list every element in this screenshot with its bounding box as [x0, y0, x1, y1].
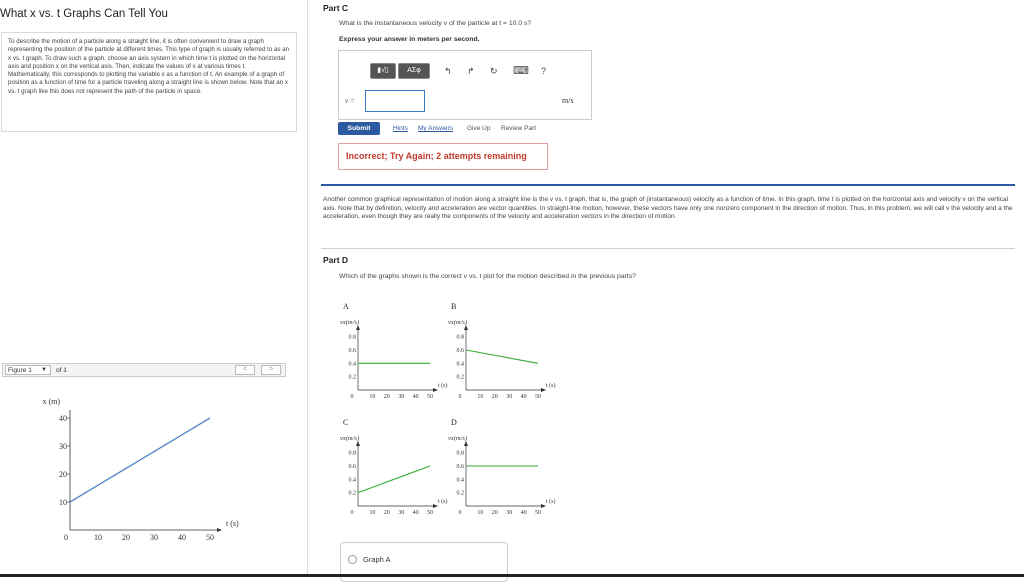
figure-select[interactable]: [5, 365, 51, 375]
y-tick-label: 0.4: [348, 361, 356, 368]
x-tick-label: 30: [398, 510, 405, 516]
y-tick-label: 30: [59, 442, 67, 451]
y-tick-label: 0.6: [456, 464, 464, 470]
y-tick-label: 10: [59, 498, 67, 507]
x-tick-label: 50: [427, 394, 433, 400]
section-divider: [321, 184, 1015, 186]
figure-toolbar: [2, 363, 286, 377]
y-tick-label: 0.8: [456, 334, 464, 341]
x-axis-label: t (s): [438, 499, 448, 505]
reset-icon[interactable]: ↻: [490, 66, 498, 76]
x-tick-label: 10: [477, 510, 484, 516]
x-tick-label: 30: [506, 394, 513, 400]
x-axis-label: t (s): [546, 383, 556, 389]
x-tick-label: 50: [535, 394, 541, 400]
y-tick-label: 0.2: [456, 490, 464, 497]
page-title: What x vs. t Graphs Can Tell You: [0, 8, 168, 20]
x-tick-label: 20: [383, 510, 390, 516]
x-tick-label: 10: [369, 510, 376, 516]
part-d-label: Part D: [323, 255, 349, 265]
x-tick-label: 40: [412, 510, 419, 516]
x-tick-label: 20: [383, 394, 390, 400]
x-axis-label: t (s): [226, 519, 239, 528]
graph-a-letter: A: [343, 302, 349, 311]
y-tick-label: 0.8: [348, 450, 356, 457]
x-tick-label: 0: [458, 510, 462, 516]
x-tick-label: 40: [520, 394, 527, 400]
figure-1-graph: [0, 380, 300, 550]
y-tick-label: 0.4: [456, 361, 464, 368]
x-tick-label: 30: [150, 533, 158, 542]
graph-d: [446, 429, 556, 524]
intro-text: To describe the motion of a particle along a straight line, it is often convenient to draw a graph representing the position of the particle at different times. This type of graph is usually referred to as an x vs. t graph. To draw such a graph, choose an axis system in which time t is plotted on the horizontal axis and position x on the vertical axis. Then, indicate the values of x at various times t. Mathematically, this corresponds to plotting the variable x as a function of t. An example of a graph of position as a function of time for a particle traveling along a straight line is shown below. Note that an x vs. t graph like this does not represent the path of the particle in space.: [1, 32, 297, 132]
give-up-link[interactable]: Give Up: [467, 125, 491, 132]
figure-select-label: Figure 1: [8, 367, 32, 374]
part-c-question: What is the instantaneous velocity v of the particle at t = 10.0 s?: [339, 20, 532, 27]
templates-button[interactable]: ▮√▯: [370, 63, 396, 79]
y-axis-label: vx(m/s): [448, 435, 468, 442]
review-part-link[interactable]: Review Part: [501, 125, 537, 132]
y-tick-label: 0.4: [348, 477, 356, 484]
graph-b-letter: B: [451, 302, 457, 311]
keyboard-icon[interactable]: ⌨: [513, 65, 529, 77]
x-tick-label: 20: [491, 510, 498, 516]
part-d-question: Which of the graphs shown is the correct v vs. t plot for the motion described in the previous parts?: [339, 273, 636, 280]
y-axis-label: vx(m/s): [340, 319, 360, 326]
y-tick-label: 0.6: [456, 348, 464, 354]
chevron-down-icon: ▼: [41, 367, 47, 373]
y-tick-label: 0.2: [348, 490, 356, 497]
graph-c-letter: C: [343, 418, 349, 427]
my-answers-link[interactable]: My Answers: [418, 125, 454, 132]
y-tick-label: 0.6: [348, 464, 356, 470]
x-tick-label: 10: [477, 394, 484, 400]
choice-graph-a-label: Graph A: [363, 555, 391, 564]
section-divider-2: [321, 248, 1015, 249]
x-axis-label: t (s): [546, 499, 556, 505]
explanation-text: Another common graphical representation of motion along a straight line is the v vs. t graph, that is, the graph of (instantaneous) velocity as a function of time. In this graph, time t is plotted on the horizontal axis and velocity v on the vertical axis. Note that by definition, velocity and acceleration are vector quantities. In straight-line motion, however, these vectors have only one nonzero component in the direction of motion. Thus, in this problem, we will call v the velocity and a the acceleration, even though they are really the components of the velocity and acceleration vectors in the direction of motion.: [323, 196, 1013, 221]
y-axis-label: x (m): [42, 397, 60, 406]
position-line: [70, 418, 210, 502]
y-tick-label: 0.2: [348, 374, 356, 381]
redo-icon[interactable]: ↱: [467, 66, 475, 76]
prev-figure-button[interactable]: <: [235, 365, 255, 375]
x-tick-label: 50: [427, 510, 433, 516]
y-tick-label: 0.8: [348, 334, 356, 341]
part-c-instruction: Express your answer in meters per second.: [339, 36, 480, 43]
figure-count: of 1: [56, 367, 67, 374]
graph-d-letter: D: [451, 418, 457, 427]
y-tick-label: 20: [59, 470, 67, 479]
help-icon[interactable]: ?: [541, 66, 547, 76]
x-tick-label: 20: [122, 533, 130, 542]
x-tick-label: 10: [94, 533, 102, 542]
x-tick-label: 30: [398, 394, 405, 400]
y-tick-label: 0.6: [348, 348, 356, 354]
left-pane: [0, 0, 308, 577]
symbols-button[interactable]: ΑΣφ: [398, 63, 430, 79]
x-tick-label: 40: [412, 394, 419, 400]
velocity-answer-input[interactable]: [365, 90, 425, 112]
x-axis-label: t (s): [438, 383, 448, 389]
y-tick-label: 0.4: [456, 477, 464, 484]
velocity-variable-label: v =: [345, 97, 355, 105]
y-axis-label: vx(m/s): [448, 319, 468, 326]
x-tick-label: 0: [350, 394, 354, 400]
y-axis-label: vx(m/s): [340, 435, 360, 442]
x-tick-label: 20: [491, 394, 498, 400]
next-figure-button[interactable]: >: [261, 365, 281, 375]
unit-label: m/s: [562, 96, 574, 105]
x-tick-label: 50: [535, 510, 541, 516]
x-axis-arrow: [217, 528, 222, 532]
x-tick-label: 0: [458, 394, 462, 400]
y-tick-label: 0.8: [456, 450, 464, 457]
x-tick-label: 40: [520, 510, 527, 516]
graph-b: [446, 313, 556, 408]
feedback-message: Incorrect; Try Again; 2 attempts remaining: [338, 143, 548, 170]
x-tick-label: 40: [178, 533, 186, 542]
undo-icon[interactable]: ↰: [444, 66, 452, 76]
x-tick-label: 0: [64, 533, 68, 542]
x-tick-label: 0: [350, 510, 354, 516]
y-tick-label: 40: [59, 414, 67, 423]
y-tick-label: 0.2: [456, 374, 464, 381]
x-tick-label: 10: [369, 394, 376, 400]
velocity-line: [358, 466, 430, 493]
graph-a: [338, 313, 448, 408]
velocity-line: [466, 350, 538, 363]
x-tick-label: 30: [506, 510, 513, 516]
x-tick-label: 50: [206, 533, 214, 542]
submit-button[interactable]: Submit: [338, 122, 380, 135]
graph-c: [338, 429, 448, 524]
part-c-label: Part C: [323, 3, 349, 13]
radio-graph-a[interactable]: [348, 555, 357, 564]
hints-link[interactable]: Hints: [393, 125, 408, 132]
